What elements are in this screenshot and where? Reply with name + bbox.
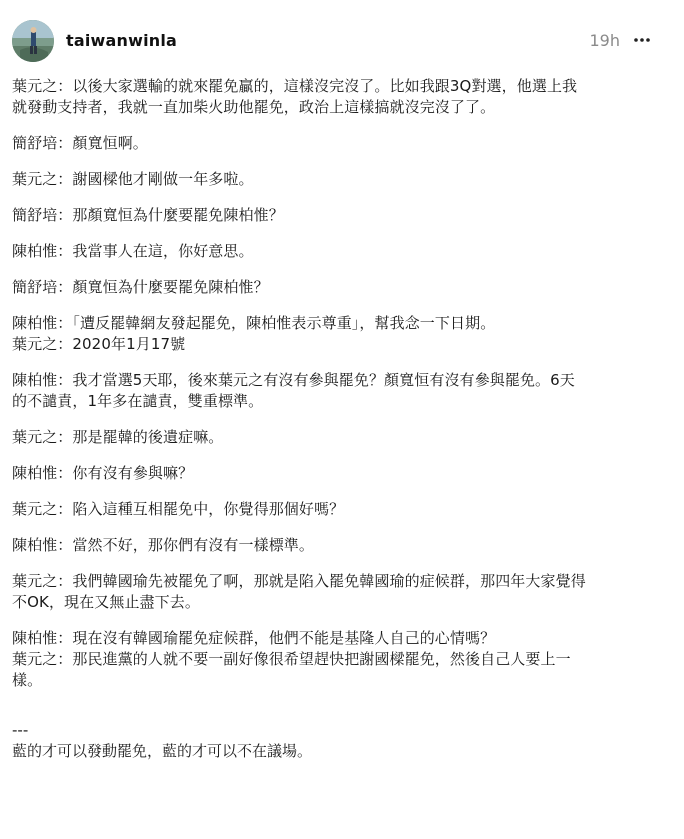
post-line: 陳柏惟：我當事人在這，你好意思。	[12, 242, 254, 260]
post-timestamp[interactable]: 19h	[589, 31, 620, 50]
post-line: 樣。	[12, 671, 43, 689]
separator-text: ---	[12, 721, 29, 739]
avatar[interactable]	[12, 20, 54, 62]
post-paragraph	[12, 205, 652, 226]
post-paragraph	[12, 133, 652, 154]
post-line: 陳柏惟：我才當選5天耶，後來葉元之有沒有參與罷免？顏寬恒有沒有參與罷免。6天	[12, 371, 575, 389]
post-line: 不OK，現在又無止盡下去。	[12, 593, 200, 611]
post-line: 陳柏惟：你有沒有參與嘛？	[12, 464, 194, 482]
post-paragraph	[12, 463, 652, 484]
post-paragraph	[12, 535, 652, 556]
post-line: 的不譴責，1年多在譴責，雙重標準。	[12, 392, 264, 410]
post-paragraph	[12, 241, 652, 262]
post-paragraph	[12, 370, 652, 412]
post-header	[12, 18, 672, 66]
post-line: 陳柏惟：當然不好，那你們有沒有一樣標準。	[12, 536, 315, 554]
post-line: 簡舒培：那顏寬恒為什麼要罷免陳柏惟？	[12, 206, 284, 224]
post-line: 葉元之：以後大家選輸的就來罷免贏的，這樣沒完沒了。比如我跟3Q對選，他選上我	[12, 77, 578, 95]
post-paragraph	[12, 427, 652, 448]
post-paragraph	[12, 628, 652, 691]
post-paragraph	[12, 313, 652, 355]
post-line: 葉元之：陷入這種互相罷免中，你覺得那個好嗎？	[12, 500, 345, 518]
more-options-button[interactable]	[630, 28, 654, 52]
post-line: 簡舒培：顏寬恒啊。	[12, 134, 148, 152]
post-paragraph	[12, 571, 652, 613]
post-line: 簡舒培：顏寬恒為什麼要罷免陳柏惟？	[12, 278, 269, 296]
post-line: 葉元之：那是罷韓的後遺症嘛。	[12, 428, 224, 446]
more-horizontal-icon	[633, 37, 651, 43]
username[interactable]: taiwanwinla	[66, 31, 178, 50]
post-paragraph	[12, 499, 652, 520]
post-line: 陳柏惟：現在沒有韓國瑜罷免症候群，他們不能是基隆人自己的心情嗎？	[12, 629, 496, 647]
avatar-image	[12, 20, 54, 62]
post-paragraph	[12, 76, 652, 118]
post-footer	[12, 720, 652, 762]
post-line: 葉元之：那民進黨的人就不要一副好像很希望趕快把謝國樑罷免，然後自己人要上一	[12, 650, 571, 668]
post-paragraph	[12, 169, 652, 190]
post-line: 葉元之：謝國樑他才剛做一年多啦。	[12, 170, 254, 188]
post-paragraph	[12, 277, 652, 298]
post-line: 陳柏惟：「遭反罷韓網友發起罷免，陳柏惟表示尊重」，幫我念一下日期。	[12, 314, 496, 332]
post-line: 葉元之：我們韓國瑜先被罷免了啊，那就是陷入罷免韓國瑜的症候群，那四年大家覺得	[12, 572, 586, 590]
post-line: 就發動支持者，我就一直加柴火助他罷免，政治上這樣搞就沒完沒了了。	[12, 98, 496, 116]
post-body	[12, 76, 652, 762]
footer-text: 藍的才可以發動罷免，藍的才可以不在議場。	[12, 742, 313, 760]
post-line: 葉元之：2020年1月17號	[12, 335, 186, 353]
